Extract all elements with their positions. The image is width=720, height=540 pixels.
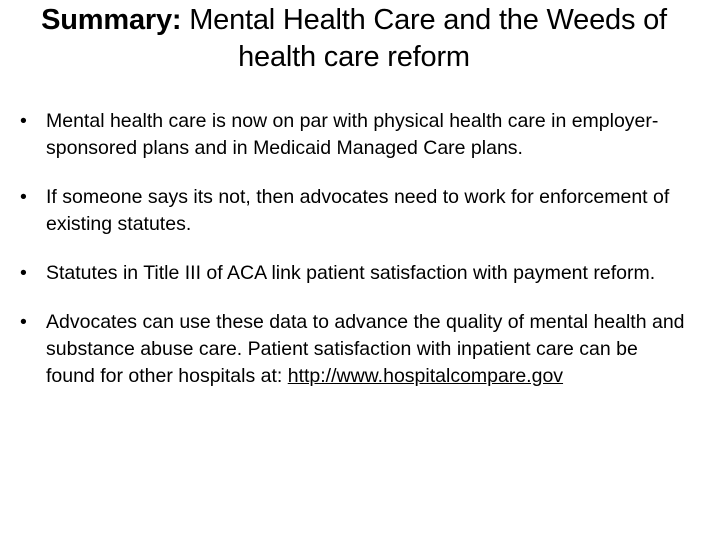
bullet-item-4 (20, 309, 690, 390)
bullet-item-1 (20, 108, 690, 162)
title-text: Mental Health Care and the Weeds of health care reform (181, 4, 667, 73)
bullet-item-3 (20, 260, 690, 287)
title-lead: Summary: (41, 4, 182, 36)
hospitalcompare-link[interactable]: http://www.hospitalcompare.gov (287, 365, 564, 387)
bullet-text: If someone says its not, then advocates need to work for enforcement of existing statutes. (46, 186, 670, 235)
bullet-marker: • (20, 186, 27, 208)
bullet-marker: • (20, 110, 27, 132)
bullet-marker: • (20, 311, 27, 333)
bullet-text: Statutes in Title III of ACA link patient satisfaction with payment reform. (46, 262, 656, 284)
bullet-text: Mental health care is now on par with physical health care in employer-sponsored plans and in Medicaid Managed Care plans. (46, 110, 659, 159)
bullet-text: Advocates can use these data to advance the quality of mental health and substance abuse care. Patient satisfaction with inpatient care can be found for other hospitals at: (46, 311, 685, 387)
bullet-item-2 (20, 184, 690, 238)
bullet-marker: • (20, 262, 27, 284)
slide-title (20, 2, 688, 76)
bullet-list (20, 108, 690, 412)
